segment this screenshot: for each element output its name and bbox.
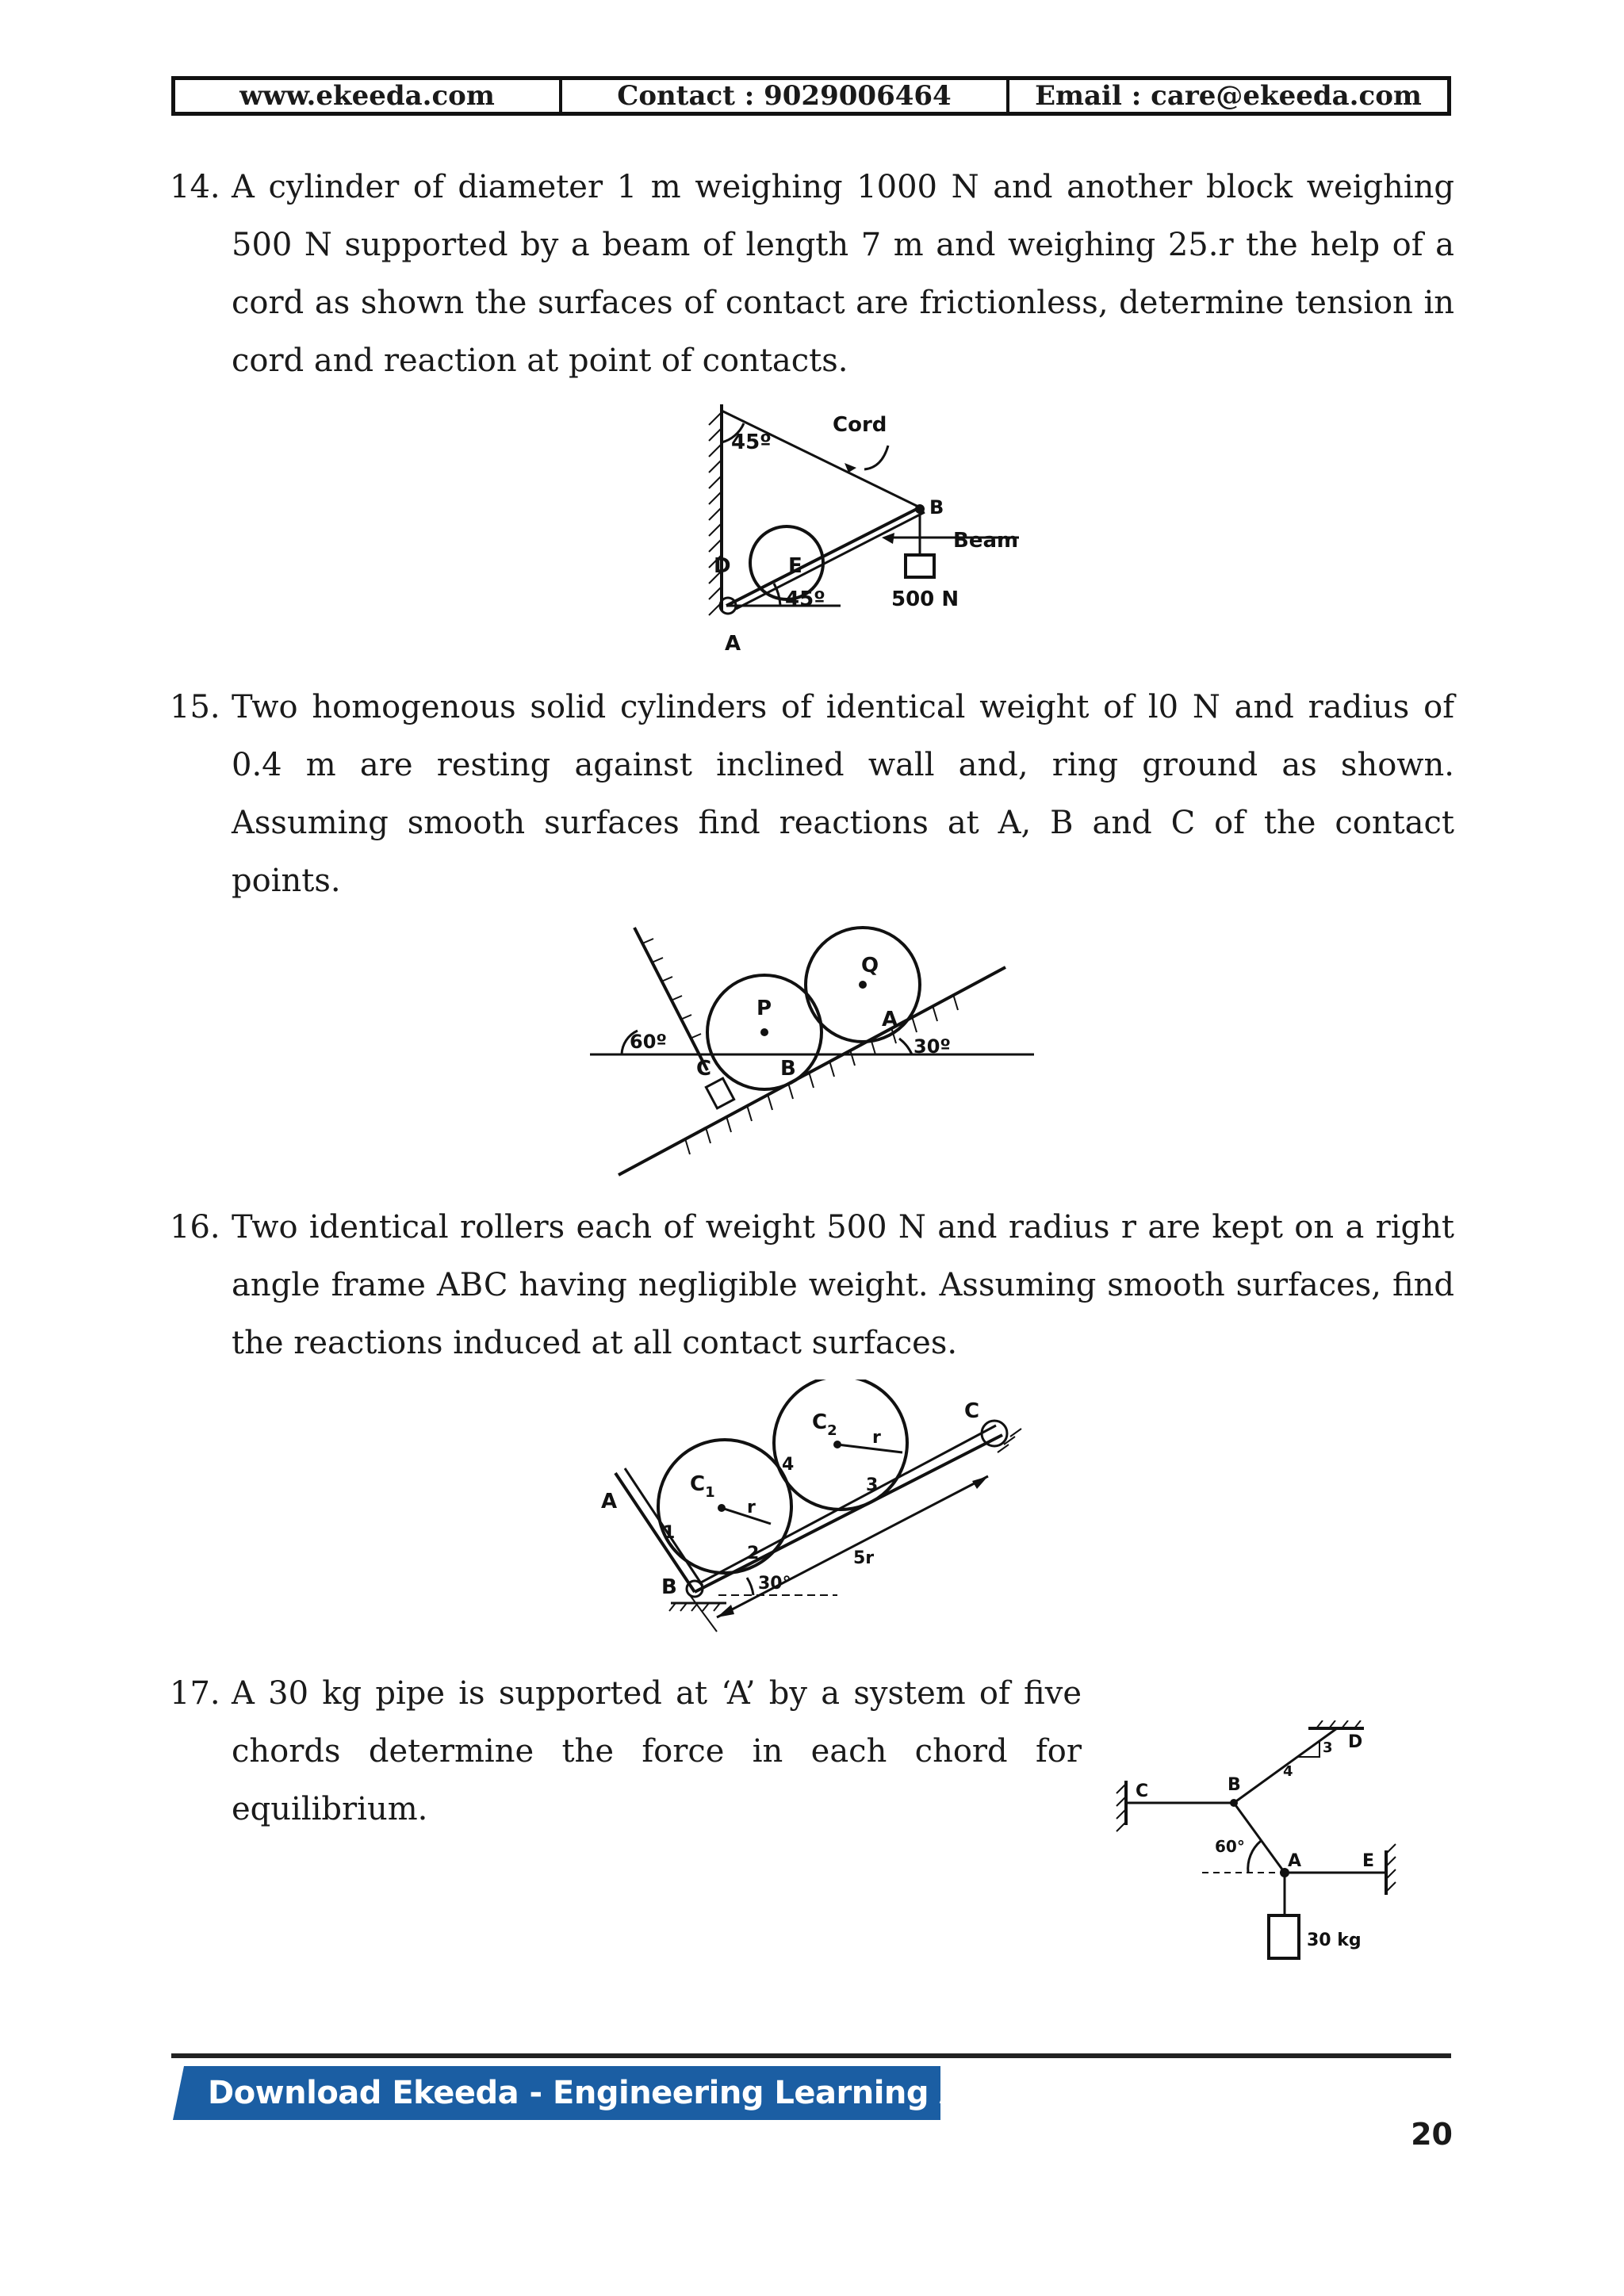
- question-text: A cylinder of diameter 1 m weighing 1000 N and another block weighing 500 N supported by a beam of length 7 m and weighing 25.r the help of a cord as shown the surfaces of contact are frictionless, determine tension in cord and reaction at point of contacts.: [232, 169, 1454, 379]
- label-load: 30 kg: [1307, 1931, 1362, 1950]
- label-d: D: [714, 554, 731, 578]
- label-q: Q: [861, 954, 879, 978]
- question-16: [170, 1199, 1454, 1372]
- label-a: A: [725, 632, 741, 656]
- download-app-banner[interactable]: Download Ekeeda - Engineering Learning App: [208, 2075, 1009, 2111]
- label-b: B: [929, 496, 944, 519]
- label-point-4: 4: [782, 1455, 795, 1475]
- header-bar: [171, 76, 1451, 116]
- label-angle-top: 45º: [731, 430, 772, 454]
- label-a: A: [601, 1490, 618, 1513]
- label-point-1: 1: [663, 1523, 676, 1543]
- label-a: A: [1288, 1851, 1302, 1871]
- figure-q16: [592, 1380, 1036, 1641]
- label-cord: Cord: [833, 413, 887, 437]
- label-angle-right: 30º: [914, 1035, 951, 1058]
- label-angle-left: 60º: [630, 1031, 667, 1053]
- figure-q17: [1113, 1720, 1407, 1974]
- label-point-3: 3: [866, 1475, 879, 1495]
- label-beam: Beam: [953, 529, 1019, 553]
- label-e: E: [788, 554, 802, 578]
- label-b: B: [661, 1575, 677, 1599]
- page-number: 20: [1411, 2117, 1453, 2152]
- footer-rule: [171, 2053, 1451, 2058]
- label-c: C: [696, 1057, 712, 1081]
- label-load: 500 N: [891, 587, 959, 611]
- label-p: P: [756, 997, 772, 1020]
- question-15: [170, 679, 1454, 910]
- label-d: D: [1348, 1732, 1363, 1752]
- label-r1: r: [747, 1498, 756, 1517]
- label-angle: 30°: [758, 1574, 791, 1594]
- header-contact: Contact : 9029006464: [562, 80, 1009, 112]
- label-c1: $C_1$: [690, 1472, 715, 1501]
- label-length: 5r: [853, 1548, 875, 1568]
- question-14: [170, 159, 1454, 390]
- label-angle: 60°: [1215, 1837, 1245, 1856]
- label-a: A: [882, 1008, 898, 1031]
- question-number: 15.: [170, 689, 220, 725]
- question-number: 17.: [170, 1675, 220, 1712]
- question-17: [170, 1665, 1082, 1839]
- question-number: 16.: [170, 1209, 220, 1246]
- label-slope-rise: 3: [1323, 1739, 1333, 1756]
- label-c2: $C_2$: [812, 1410, 837, 1439]
- label-b: B: [780, 1057, 796, 1081]
- label-r2: r: [872, 1428, 881, 1448]
- label-e: E: [1362, 1851, 1375, 1871]
- question-text: Two homogenous solid cylinders of identical weight of l0 N and radius of 0.4 m are resting against inclined wall and, ring ground as shown. Assuming smooth surfaces find reactions at A, B and C of the contact points.: [232, 689, 1454, 899]
- header-email[interactable]: Email : care@ekeeda.com: [1035, 80, 1422, 112]
- question-text: A 30 kg pipe is supported at ‘A’ by a system of five chords determine the force in each chord for equilibrium.: [232, 1675, 1082, 1827]
- figure-q14: [698, 396, 1047, 666]
- label-point-2: 2: [747, 1544, 760, 1563]
- label-b: B: [1228, 1775, 1241, 1795]
- question-text: Two identical rollers each of weight 500 N and radius r are kept on a right angle frame ABC having negligible weight. Assuming smooth surfaces, find the reactions induced at all contact surfaces.: [232, 1209, 1454, 1361]
- question-number: 14.: [170, 169, 220, 205]
- label-angle-bottom: 45º: [785, 587, 825, 611]
- label-c: C: [1136, 1781, 1149, 1801]
- figure-q15: [590, 920, 1042, 1189]
- label-c: C: [964, 1399, 980, 1423]
- header-website[interactable]: www.ekeeda.com: [175, 80, 562, 112]
- label-slope-run: 4: [1283, 1763, 1293, 1780]
